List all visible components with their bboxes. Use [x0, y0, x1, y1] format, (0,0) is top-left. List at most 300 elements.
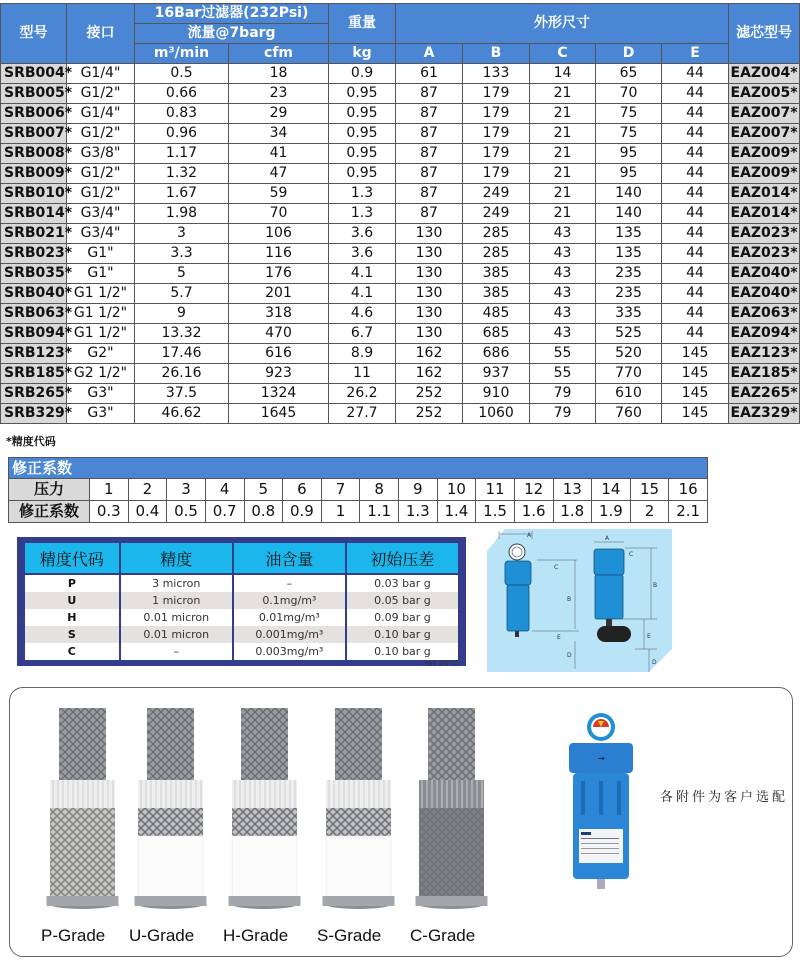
grade-oil-cell: –: [233, 574, 346, 592]
grade-label: C-Grade: [410, 926, 476, 945]
dim-a-cell: 252: [396, 404, 463, 424]
grade-code-cell: P: [24, 574, 120, 592]
correction-factor-section: [8, 457, 708, 523]
grade-pressure-drop-cell: 0.10 bar g: [346, 643, 459, 660]
dim-a-cell: 130: [396, 224, 463, 244]
element-model-cell: EAZ063*: [729, 304, 800, 324]
weight-cell: 1.3: [329, 184, 396, 204]
dim-b-cell: 249: [463, 204, 530, 224]
element-model-cell: EAZ014*: [729, 204, 800, 224]
model-cell: SRB008*: [1, 144, 67, 164]
port-cell: G2": [67, 344, 135, 364]
dim-b-cell: 179: [463, 124, 530, 144]
flow-cfm-cell: 116: [229, 244, 329, 264]
element-model-cell: EAZ014*: [729, 184, 800, 204]
grade-oil-cell: 0.01mg/m³: [233, 609, 346, 626]
weight-cell: 0.9: [329, 64, 396, 84]
dim-e-cell: 44: [662, 144, 729, 164]
table-row: [1, 224, 800, 244]
header-port: 接口: [67, 4, 135, 64]
grade-row: [24, 626, 459, 643]
flow-cfm-cell: 106: [229, 224, 329, 244]
element-model-cell: EAZ265*: [729, 384, 800, 404]
header-model: 型号: [1, 4, 67, 64]
flow-cfm-cell: 923: [229, 364, 329, 384]
table-row: [1, 64, 800, 84]
dim-c-cell: 43: [530, 244, 596, 264]
factor-value: 1.9: [592, 501, 631, 523]
dim-c-cell: 43: [530, 224, 596, 244]
factor-value: 1.4: [437, 501, 476, 523]
svg-text:D: D: [567, 652, 572, 659]
grade-row: [24, 592, 459, 609]
table-row: [1, 144, 800, 164]
grade-pressure-drop-cell: 0.05 bar g: [346, 592, 459, 609]
grade-pressure-drop-cell: 0.10 bar g: [346, 626, 459, 643]
port-cell: G1 1/2": [67, 284, 135, 304]
dim-b-cell: 937: [463, 364, 530, 384]
model-cell: SRB009*: [1, 164, 67, 184]
dim-e-cell: 44: [662, 104, 729, 124]
dim-b-cell: 685: [463, 324, 530, 344]
dim-d-cell: 75: [596, 124, 662, 144]
svg-text:E: E: [647, 633, 651, 640]
dim-b-cell: 179: [463, 164, 530, 184]
factor-value: 1: [321, 501, 360, 523]
flow-cfm-cell: 41: [229, 144, 329, 164]
element-model-cell: EAZ009*: [729, 164, 800, 184]
flow-m3-cell: 5: [135, 264, 229, 284]
element-model-cell: EAZ005*: [729, 84, 800, 104]
element-model-cell: EAZ004*: [729, 64, 800, 84]
dim-a-cell: 130: [396, 264, 463, 284]
flow-cfm-cell: 23: [229, 84, 329, 104]
dim-e-cell: 44: [662, 64, 729, 84]
header-dim-b: B: [463, 44, 530, 64]
pressure-value: 13: [553, 479, 592, 501]
dim-e-cell: 44: [662, 124, 729, 144]
pressure-value: 2: [128, 479, 167, 501]
port-cell: G1/4": [67, 104, 135, 124]
dim-c-cell: 21: [530, 84, 596, 104]
dim-b-cell: 179: [463, 104, 530, 124]
dim-a-cell: 87: [396, 144, 463, 164]
svg-text:A: A: [605, 535, 610, 542]
factor-value: 1.6: [514, 501, 553, 523]
port-cell: G1/4": [67, 64, 135, 84]
grade-code-cell: S: [24, 626, 120, 643]
grade-precision-cell: 3 micron: [120, 574, 233, 592]
port-cell: G1/2": [67, 124, 135, 144]
pressure-value: 16: [669, 479, 708, 501]
pressure-label: 压力: [9, 479, 90, 501]
grade-spec-panel: [17, 537, 466, 666]
dim-e-cell: 44: [662, 164, 729, 184]
dim-c-cell: 43: [530, 304, 596, 324]
pressure-value: 9: [399, 479, 438, 501]
dim-d-cell: 135: [596, 244, 662, 264]
dim-a-cell: 130: [396, 244, 463, 264]
weight-cell: 27.7: [329, 404, 396, 424]
pressure-value: 10: [437, 479, 476, 501]
weight-cell: 3.6: [329, 224, 396, 244]
table-row: [1, 104, 800, 124]
table-row: [1, 384, 800, 404]
model-cell: SRB063*: [1, 304, 67, 324]
flow-m3-cell: 46.62: [135, 404, 229, 424]
model-cell: SRB265*: [1, 384, 67, 404]
grade-header-oil: 油含量: [233, 542, 346, 574]
dim-d-cell: 95: [596, 144, 662, 164]
element-model-cell: EAZ185*: [729, 364, 800, 384]
dim-d-cell: 70: [596, 84, 662, 104]
dim-c-cell: 21: [530, 204, 596, 224]
grade-oil-cell: 0.001mg/m³: [233, 626, 346, 643]
dim-b-cell: 179: [463, 144, 530, 164]
header-flow-m3: m³/min: [135, 44, 229, 64]
dim-b-cell: 285: [463, 244, 530, 264]
factor-value: 1.8: [553, 501, 592, 523]
port-cell: G3": [67, 384, 135, 404]
weight-cell: 4.6: [329, 304, 396, 324]
dim-a-cell: 162: [396, 344, 463, 364]
header-element: 滤芯型号: [729, 4, 800, 64]
flow-cfm-cell: 18: [229, 64, 329, 84]
weight-cell: 3.6: [329, 244, 396, 264]
weight-cell: 6.7: [329, 324, 396, 344]
flow-m3-cell: 9: [135, 304, 229, 324]
dim-e-cell: 44: [662, 264, 729, 284]
weight-cell: 0.95: [329, 144, 396, 164]
flow-m3-cell: 0.66: [135, 84, 229, 104]
flow-cfm-cell: 47: [229, 164, 329, 184]
factor-value: 0.3: [90, 501, 129, 523]
dim-c-cell: 21: [530, 104, 596, 124]
dim-a-cell: 87: [396, 84, 463, 104]
table-row: [1, 84, 800, 104]
port-cell: G1/2": [67, 84, 135, 104]
port-cell: G1 1/2": [67, 324, 135, 344]
dim-d-cell: 95: [596, 164, 662, 184]
model-cell: SRB010*: [1, 184, 67, 204]
dim-a-cell: 61: [396, 64, 463, 84]
dim-d-cell: 610: [596, 384, 662, 404]
dim-c-cell: 55: [530, 344, 596, 364]
flow-m3-cell: 17.46: [135, 344, 229, 364]
pressure-value: 5: [244, 479, 283, 501]
flow-cfm-cell: 1645: [229, 404, 329, 424]
flow-cfm-cell: 176: [229, 264, 329, 284]
flow-m3-cell: 0.83: [135, 104, 229, 124]
filter-cartridge-image: [321, 708, 396, 918]
factor-value: 1.1: [360, 501, 399, 523]
dim-b-cell: 385: [463, 264, 530, 284]
product-gallery-panel: [9, 687, 793, 957]
table-row: [1, 264, 800, 284]
flow-cfm-cell: 29: [229, 104, 329, 124]
model-cell: SRB006*: [1, 104, 67, 124]
flow-cfm-cell: 616: [229, 344, 329, 364]
dim-e-cell: 44: [662, 84, 729, 104]
grade-row: [24, 609, 459, 626]
factor-value: 0.8: [244, 501, 283, 523]
dim-e-cell: 44: [662, 184, 729, 204]
correction-factor-title: 修正系数: [8, 457, 708, 478]
svg-text:B: B: [653, 582, 658, 589]
grade-precision-cell: 0.01 micron: [120, 626, 233, 643]
model-cell: SRB094*: [1, 324, 67, 344]
dim-c-cell: 21: [530, 164, 596, 184]
dim-e-cell: 44: [662, 244, 729, 264]
grade-label: H-Grade: [223, 926, 289, 945]
header-flow-cfm: cfm: [229, 44, 329, 64]
flow-m3-cell: 37.5: [135, 384, 229, 404]
table-row: [1, 344, 800, 364]
element-model-cell: EAZ040*: [729, 284, 800, 304]
flow-cfm-cell: 470: [229, 324, 329, 344]
grade-header-pressure-drop: 初始压差: [346, 542, 459, 574]
factor-value: 1.5: [476, 501, 515, 523]
element-model-cell: EAZ094*: [729, 324, 800, 344]
dim-a-cell: 130: [396, 284, 463, 304]
dim-b-cell: 910: [463, 384, 530, 404]
dim-d-cell: 760: [596, 404, 662, 424]
pressure-value: 14: [592, 479, 631, 501]
dim-d-cell: 135: [596, 224, 662, 244]
dim-d-cell: 235: [596, 284, 662, 304]
dim-a-cell: 87: [396, 104, 463, 124]
model-cell: SRB185*: [1, 364, 67, 384]
weight-cell: 26.2: [329, 384, 396, 404]
dim-e-cell: 44: [662, 324, 729, 344]
flow-m3-cell: 1.17: [135, 144, 229, 164]
dim-e-cell: 44: [662, 284, 729, 304]
table-row: [1, 124, 800, 144]
factor-value: 0.5: [167, 501, 206, 523]
element-model-cell: EAZ007*: [729, 104, 800, 124]
dim-a-cell: 87: [396, 204, 463, 224]
dim-c-cell: 21: [530, 144, 596, 164]
grade-row: [24, 574, 459, 592]
svg-text:→: →: [598, 754, 605, 763]
pressure-value: 12: [514, 479, 553, 501]
dim-d-cell: 235: [596, 264, 662, 284]
weight-cell: 0.95: [329, 84, 396, 104]
header-dim-d: D: [596, 44, 662, 64]
dim-a-cell: 130: [396, 304, 463, 324]
model-cell: SRB023*: [1, 244, 67, 264]
dim-a-cell: 87: [396, 184, 463, 204]
pressure-row: [9, 479, 708, 501]
weight-cell: 4.1: [329, 264, 396, 284]
filter-spec-table: [0, 3, 800, 424]
dim-c-cell: 21: [530, 184, 596, 204]
model-cell: SRB004*: [1, 64, 67, 84]
svg-text:A: A: [527, 532, 532, 539]
dim-a-cell: 130: [396, 324, 463, 344]
grade-precision-cell: –: [120, 643, 233, 660]
filter-cartridge-image: [414, 708, 489, 918]
dim-c-cell: 43: [530, 284, 596, 304]
dim-d-cell: 335: [596, 304, 662, 324]
pressure-value: 7: [321, 479, 360, 501]
dim-e-cell: 44: [662, 224, 729, 244]
correction-factor-table: [8, 478, 708, 523]
table-row: [1, 244, 800, 264]
precision-code-note: *精度代码: [6, 435, 56, 448]
header-dim-c: C: [530, 44, 596, 64]
model-cell: SRB014*: [1, 204, 67, 224]
dim-e-cell: 145: [662, 384, 729, 404]
flow-m3-cell: 5.7: [135, 284, 229, 304]
dim-d-cell: 520: [596, 344, 662, 364]
flow-m3-cell: 3.3: [135, 244, 229, 264]
grade-label: U-Grade: [129, 926, 195, 945]
flow-m3-cell: 3: [135, 224, 229, 244]
factor-value: 0.4: [128, 501, 167, 523]
dim-b-cell: 686: [463, 344, 530, 364]
flow-m3-cell: 0.5: [135, 64, 229, 84]
model-cell: SRB123*: [1, 344, 67, 364]
grade-pressure-drop-cell: 0.03 bar g: [346, 574, 459, 592]
grade-table-body: [24, 574, 459, 660]
header-filter-group: 16Bar过滤器(232Psi): [135, 4, 329, 24]
filter-cartridge-image: [45, 708, 120, 918]
weight-cell: 0.95: [329, 164, 396, 184]
flow-m3-cell: 1.67: [135, 184, 229, 204]
filter-housing-photo: [561, 711, 641, 891]
dim-e-cell: 145: [662, 364, 729, 384]
model-cell: SRB035*: [1, 264, 67, 284]
dim-c-cell: 14: [530, 64, 596, 84]
flow-cfm-cell: 34: [229, 124, 329, 144]
table-row: [1, 284, 800, 304]
factor-row: [9, 501, 708, 523]
port-cell: G3/8": [67, 144, 135, 164]
port-cell: G2 1/2": [67, 364, 135, 384]
element-model-cell: EAZ123*: [729, 344, 800, 364]
element-model-cell: EAZ023*: [729, 224, 800, 244]
dim-e-cell: 145: [662, 344, 729, 364]
flow-cfm-cell: 1324: [229, 384, 329, 404]
dim-b-cell: 285: [463, 224, 530, 244]
port-cell: G3": [67, 404, 135, 424]
model-cell: SRB021*: [1, 224, 67, 244]
dim-a-cell: 252: [396, 384, 463, 404]
svg-text:B: B: [567, 596, 572, 603]
svg-text:D: D: [652, 659, 657, 666]
dim-d-cell: 75: [596, 104, 662, 124]
port-cell: G1": [67, 244, 135, 264]
factor-value: 2.1: [669, 501, 708, 523]
pressure-value: 15: [630, 479, 669, 501]
weight-cell: 8.9: [329, 344, 396, 364]
model-cell: SRB040*: [1, 284, 67, 304]
dim-c-cell: 21: [530, 124, 596, 144]
grade-header-precision: 精度: [120, 542, 233, 574]
factor-value: 2: [630, 501, 669, 523]
grade-oil-cell: 0.1mg/m³: [233, 592, 346, 609]
table-row: [1, 204, 800, 224]
flow-m3-cell: 0.96: [135, 124, 229, 144]
factor-value: 0.9: [283, 501, 322, 523]
model-cell: SRB329*: [1, 404, 67, 424]
dim-c-cell: 43: [530, 264, 596, 284]
table-row: [1, 184, 800, 204]
element-model-cell: EAZ007*: [729, 124, 800, 144]
header-dim-a: A: [396, 44, 463, 64]
factor-label: 修正系数: [9, 501, 90, 523]
port-cell: G3/4": [67, 204, 135, 224]
grade-code-cell: U: [24, 592, 120, 609]
optional-accessories-note: 各附件为客户选配: [660, 790, 789, 805]
flow-cfm-cell: 59: [229, 184, 329, 204]
pressure-value: 1: [90, 479, 129, 501]
weight-cell: 0.95: [329, 124, 396, 144]
weight-cell: 0.95: [329, 104, 396, 124]
model-cell: SRB005*: [1, 84, 67, 104]
pressure-value: 6: [283, 479, 322, 501]
grade-code-cell: C: [24, 643, 120, 660]
pressure-value: 4: [205, 479, 244, 501]
table-row: [1, 304, 800, 324]
dim-d-cell: 770: [596, 364, 662, 384]
port-cell: G1/2": [67, 164, 135, 184]
port-cell: G1 1/2": [67, 304, 135, 324]
grade-pressure-drop-cell: 0.09 bar g: [346, 609, 459, 626]
element-model-cell: EAZ329*: [729, 404, 800, 424]
grade-row: [24, 643, 459, 660]
header-weight: 重量: [329, 4, 396, 44]
dim-d-cell: 525: [596, 324, 662, 344]
svg-text:C: C: [629, 551, 634, 558]
weight-cell: 1.3: [329, 204, 396, 224]
flow-cfm-cell: 201: [229, 284, 329, 304]
header-dimensions: 外形尺寸: [396, 4, 729, 44]
grade-label: S-Grade: [317, 926, 382, 945]
grade-oil-cell: 0.003mg/m³: [233, 643, 346, 660]
factor-value: 0.7: [205, 501, 244, 523]
dim-b-cell: 179: [463, 84, 530, 104]
dim-b-cell: 133: [463, 64, 530, 84]
flow-m3-cell: 1.32: [135, 164, 229, 184]
pressure-value: 3: [167, 479, 206, 501]
dim-e-cell: 44: [662, 304, 729, 324]
dim-d-cell: 140: [596, 204, 662, 224]
filter-cartridge-image: [227, 708, 302, 918]
spec-table-body: [1, 64, 800, 424]
port-cell: G1/2": [67, 184, 135, 204]
svg-text:E: E: [557, 634, 561, 641]
grade-precision-cell: 1 micron: [120, 592, 233, 609]
grade-label: P-Grade: [41, 926, 106, 945]
model-cell: SRB007*: [1, 124, 67, 144]
dim-a-cell: 87: [396, 124, 463, 144]
dim-b-cell: 249: [463, 184, 530, 204]
dim-d-cell: 140: [596, 184, 662, 204]
pressure-value: 11: [476, 479, 515, 501]
grade-precision-cell: 0.01 micron: [120, 609, 233, 626]
port-cell: G3/4": [67, 224, 135, 244]
table-row: [1, 364, 800, 384]
grade-code-cell: H: [24, 609, 120, 626]
factor-value: 1.3: [399, 501, 438, 523]
flow-m3-cell: 26.16: [135, 364, 229, 384]
dim-a-cell: 162: [396, 364, 463, 384]
weight-cell: 4.1: [329, 284, 396, 304]
element-model-cell: EAZ040*: [729, 264, 800, 284]
temperature-footnote: *at 20°C: [424, 659, 459, 668]
